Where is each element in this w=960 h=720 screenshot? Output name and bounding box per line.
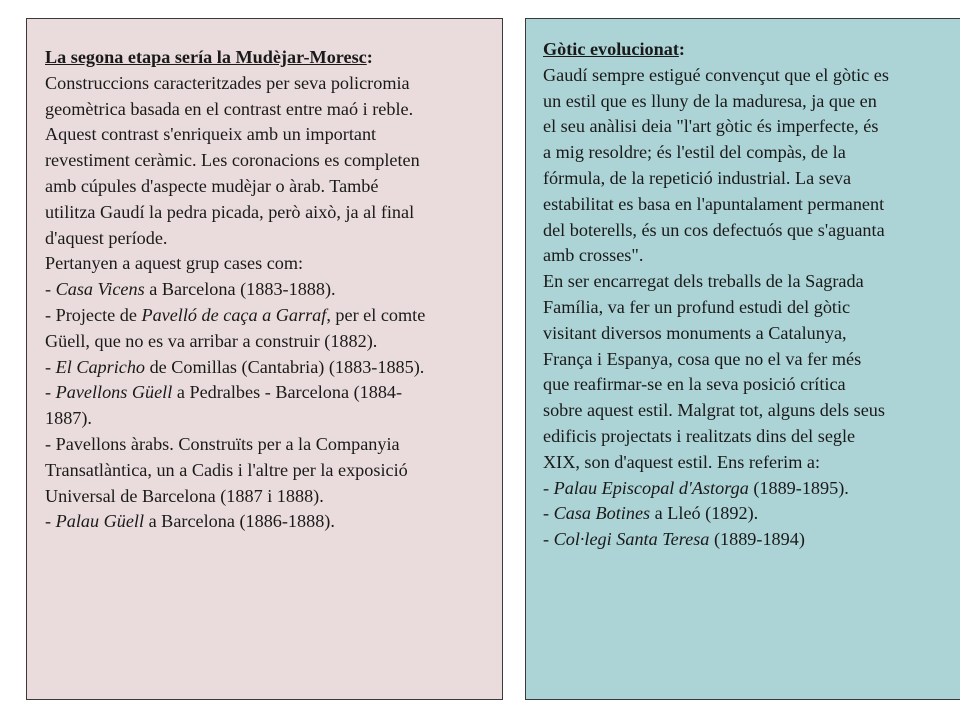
list-item: Transatlàntica, un a Cadis i l'altre per la exposició [45, 459, 408, 480]
list-item: - El Capricho de Comillas (Cantabria) (1883-1885). [45, 356, 425, 377]
list-item: - Palau Episcopal d'Astorga (1889-1895). [543, 477, 849, 498]
right-line: sobre aquest estil. Malgrat tot, alguns dels seus [543, 400, 885, 421]
list-item: 1887). [45, 408, 92, 429]
right-line: França i Espanya, cosa que no el va fer més [543, 348, 862, 369]
right-line: edificis projectats i realitzats dins del segle [543, 425, 856, 446]
left-line: geomètrica basada en el contrast entre maó i reble. [45, 98, 414, 119]
right-heading: Gòtic evolucionat: [543, 39, 685, 59]
right-line: un estil que es lluny de la maduresa, ja que en [543, 90, 877, 111]
right-line: el seu anàlisi deia "l'art gòtic és imperfecte, és [543, 116, 879, 137]
right-line: a mig resoldre; és l'estil del compàs, de la [543, 142, 846, 163]
list-item: - Pavellons àrabs. Construïts per a la Companyia [45, 433, 400, 454]
right-line: En ser encarregat dels treballs de la Sagrada [543, 271, 864, 292]
left-line: Pertanyen a aquest grup cases com: [45, 253, 304, 274]
right-line: fórmula, de la repetició industrial. La seva [543, 167, 852, 188]
right-line: XIX, son d'aquest estil. Ens referim a: [543, 451, 821, 472]
right-title: Gòtic evolucionat [543, 39, 679, 59]
list-item: - Projecte de Pavelló de caça a Garraf, per el comte [45, 304, 426, 325]
list-item: Universal de Barcelona (1887 i 1888). [45, 485, 324, 506]
left-title: La segona etapa sería la Mudèjar-Moresc [45, 47, 367, 67]
right-line: Gaudí sempre estigué convençut que el gòtic es [543, 64, 889, 85]
right-line: del boterells, és un cos defectuós que s'aguanta [543, 219, 885, 240]
left-panel [26, 18, 503, 700]
list-item: - Col·legi Santa Teresa (1889-1894) [543, 529, 805, 550]
right-text [543, 37, 956, 553]
right-panel [525, 18, 960, 700]
list-item: - Casa Vicens a Barcelona (1883-1888). [45, 279, 336, 300]
left-line: revestiment ceràmic. Les coronacions es completen [45, 150, 420, 171]
right-line: que reafirmar-se en la seva posició crítica [543, 374, 846, 395]
list-item: Güell, que no es va arribar a construir (1882). [45, 330, 378, 351]
left-line: Construccions caracteritzades per seva policromia [45, 72, 410, 93]
left-line: d'aquest període. [45, 227, 168, 248]
list-item: - Palau Güell a Barcelona (1886-1888). [45, 511, 335, 532]
left-line: amb cúpules d'aspecte mudèjar o àrab. També [45, 175, 379, 196]
left-text [45, 45, 488, 535]
right-line: estabilitat es basa en l'apuntalament permanent [543, 193, 885, 214]
right-line: visitant diversos monuments a Catalunya, [543, 322, 847, 343]
list-item: - Pavellons Güell a Pedralbes - Barcelona (1884- [45, 382, 403, 403]
right-line: Família, va fer un profund estudi del gòtic [543, 296, 851, 317]
left-line: Aquest contrast s'enriqueix amb un important [45, 124, 377, 145]
right-line: amb crosses". [543, 245, 644, 266]
left-line: utilitza Gaudí la pedra picada, però això, ja al final [45, 201, 415, 222]
left-heading: La segona etapa sería la Mudèjar-Moresc: [45, 47, 373, 67]
list-item: - Casa Botines a Lleó (1892). [543, 503, 759, 524]
